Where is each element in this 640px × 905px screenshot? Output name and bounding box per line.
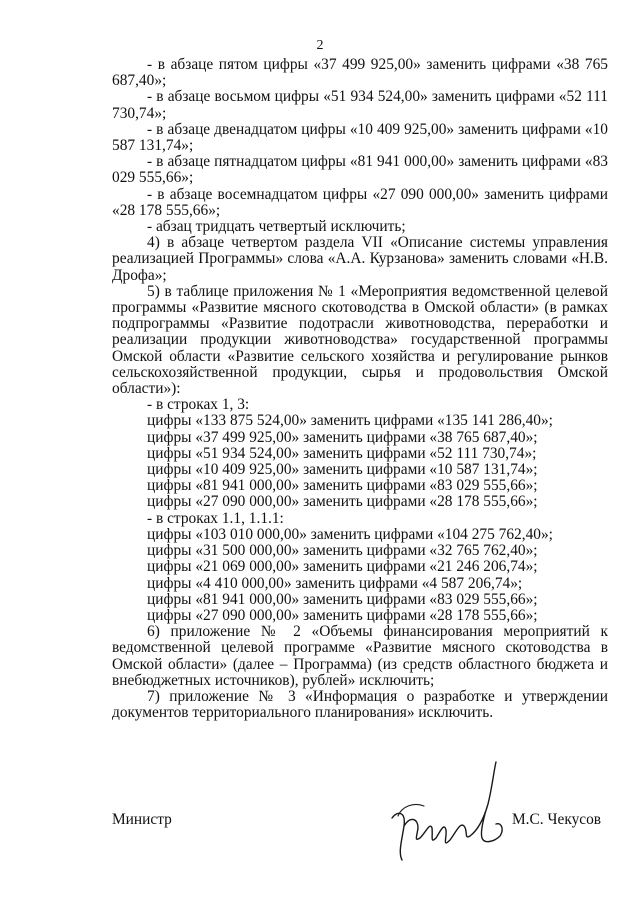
amendment-item: 4) в абзаце четвертом раздела VII «Описание системы управления реализацией Программы» слова «А.А. Курзанова» заменить словами «Н.В. Дрофа»; xyxy=(112,234,608,284)
amendment-item: 6) приложение № 2 «Объемы финансирования мероприятий к ведомственной целевой программе «Развитие мясного скотоводства в Омской области» (далее – Программа) (из средств областного бюджета и внебюджетных источников), рублей» исключить; xyxy=(112,623,608,689)
signature-block xyxy=(112,812,608,872)
amendment-item: - в абзаце восьмом цифры «51 934 524,00» заменить цифрами «52 111 730,74»; xyxy=(112,88,608,122)
handwritten-signature xyxy=(384,756,514,876)
amendment-item: 7) приложение № 3 «Информация о разработке и утверждении документов территориального планирования» исключить. xyxy=(112,687,608,722)
replacement-line: цифры «27 090 000,00» заменить цифрами «28 178 555,66»; xyxy=(147,493,538,511)
amendment-item: 5) в таблице приложения № 1 «Мероприятия ведомственной целевой программы «Развитие мясного скотоводства в Омской области» (в рамках подпрограммы «Развитие подотрасли животноводства, переработки и реализации продукции животноводства» государственной программы Омской области «Развитие сельского хозяйства и регулирование рынков сельскохозяйственной продукции, сырья и продовольствия Омской области»): xyxy=(112,282,608,398)
rows-heading: - в строках 1, 3: xyxy=(147,396,250,414)
rows-heading: - в строках 1.1, 1.1.1: xyxy=(147,509,284,527)
replacement-line: цифры «103 010 000,00» заменить цифрами «104 275 762,40»; xyxy=(147,525,553,543)
amendment-item: - абзац тридцать четвертый исключить; xyxy=(147,218,406,236)
replacement-line: цифры «10 409 925,00» заменить цифрами «10 587 131,74»; xyxy=(147,461,538,479)
replacement-line: цифры «31 500 000,00» заменить цифрами «32 765 762,40»; xyxy=(147,542,538,560)
replacement-line: цифры «81 941 000,00» заменить цифрами «83 029 555,66»; xyxy=(147,477,538,495)
signatory-name: М.С. Чекусов xyxy=(512,811,602,828)
replacement-line: цифры «37 499 925,00» заменить цифрами «38 765 687,40»; xyxy=(147,428,538,446)
amendment-item: - в абзаце пятом цифры «37 499 925,00» заменить цифрами «38 765 687,40»; xyxy=(112,56,608,90)
replacement-line: цифры «27 090 000,00» заменить цифрами «28 178 555,66»; xyxy=(147,606,538,624)
replacement-line: цифры «4 410 000,00» заменить цифрами «4 587 206,74»; xyxy=(147,574,523,592)
signatory-title: Министр xyxy=(112,811,172,828)
replacement-line: цифры «21 069 000,00» заменить цифрами «21 246 206,74»; xyxy=(147,558,538,576)
amendment-item: - в абзаце двенадцатом цифры «10 409 925,00» заменить цифрами «10 587 131,74»; xyxy=(112,120,608,155)
amendment-item: - в абзаце восемнадцатом цифры «27 090 000,00» заменить цифрами «28 178 555,66»; xyxy=(112,185,608,219)
replacement-line: цифры «51 934 524,00» заменить цифрами «52 111 730,74»; xyxy=(147,444,537,462)
amendment-item: - в абзаце пятнадцатом цифры «81 941 000,00» заменить цифрами «83 029 555,66»; xyxy=(112,153,608,187)
document-body xyxy=(112,57,608,721)
page-number: 2 xyxy=(316,38,324,53)
replacement-line: цифры «133 875 524,00» заменить цифрами «135 141 286,40»; xyxy=(147,412,553,430)
replacement-line: цифры «81 941 000,00» заменить цифрами «83 029 555,66»; xyxy=(147,590,538,608)
